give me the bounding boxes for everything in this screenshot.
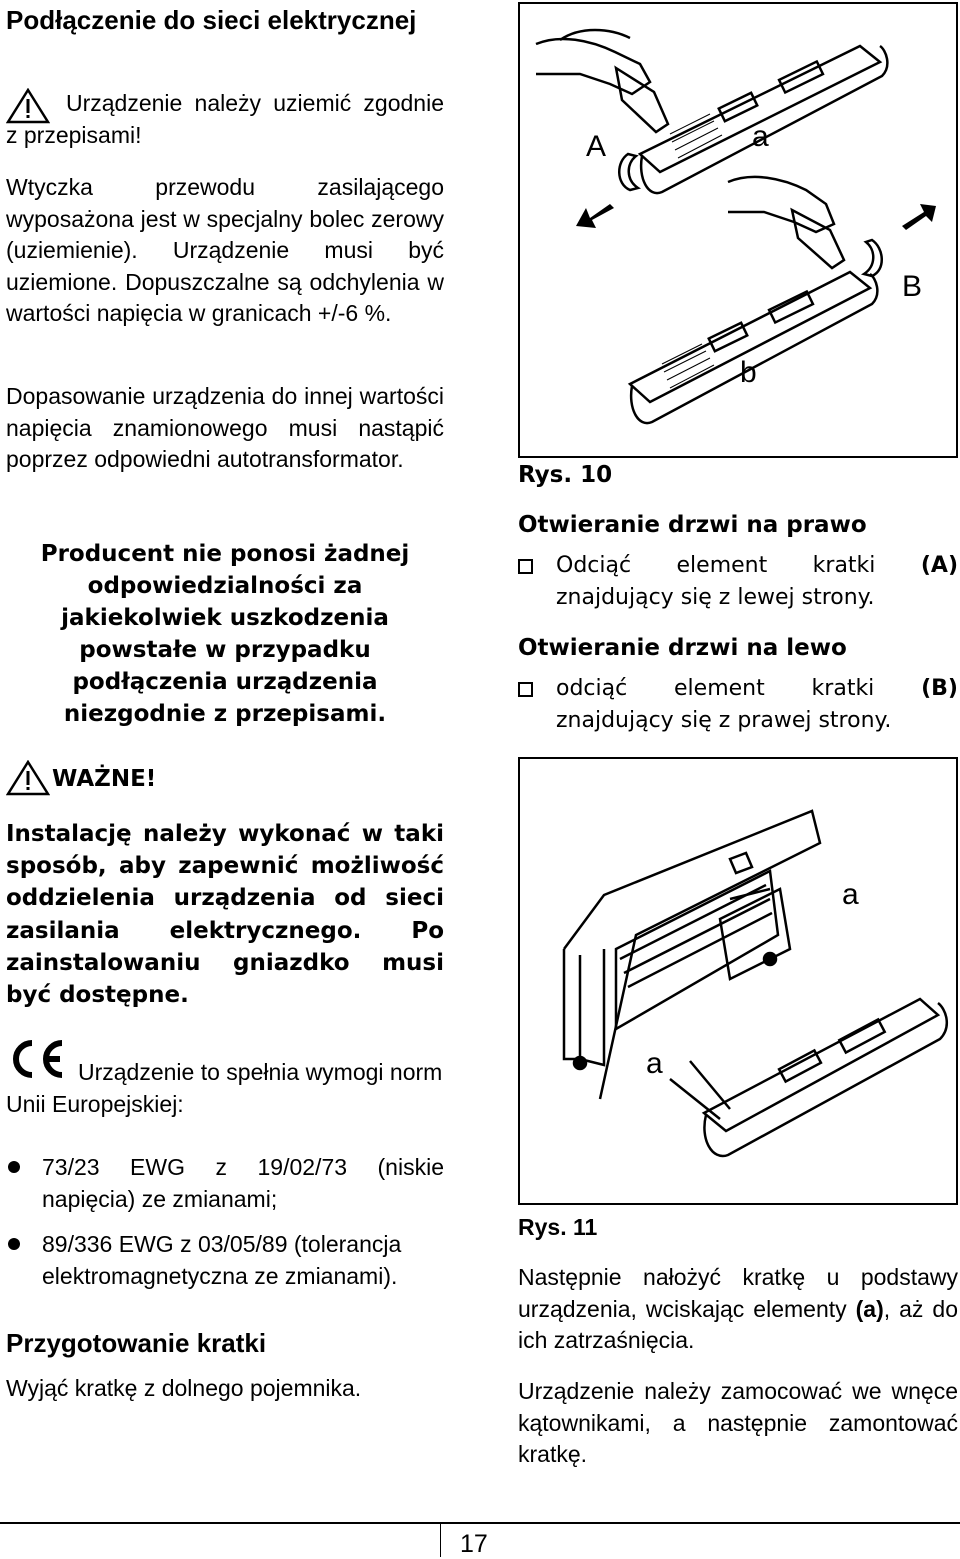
transformer-paragraph: Dopasowanie urządzenia do innej wartości napięcia znamionowego musi nastąpić poprzez odpowiedni autotransformator. bbox=[6, 383, 444, 472]
mounting-paragraph: Następnie nałożyć kratkę u podstawy urządzenia, wciskając elementy (a), aż do ich zatrzaśnięcia. bbox=[518, 1264, 958, 1353]
grille-paragraph: Wyjąć kratkę z dolnego pojemnika. bbox=[6, 1375, 362, 1401]
label-b: b bbox=[740, 356, 757, 389]
earthing-warning-text: Urządzenie należy uziemić zgodnie z przepisami! bbox=[6, 90, 444, 148]
figure-11-caption: Rys. 11 bbox=[518, 1214, 598, 1240]
grille-mounting-illustration bbox=[520, 759, 956, 1203]
important-text: Instalację należy wykonać w taki sposób, aby zapewnić możliwość oddzielenia urządzenia od sieci zasilania elektrycznego. Po zainstalowaniu gniazdko musi być dostępne. bbox=[6, 821, 444, 1009]
norm-item bbox=[6, 1152, 444, 1215]
warning-triangle-icon bbox=[6, 760, 50, 796]
fixing-paragraph: Urządzenie należy zamocować we wnęce kątownikami, a następnie zamontować kratkę. bbox=[518, 1378, 958, 1467]
earthing-warning bbox=[6, 88, 444, 151]
section-heading-electrical: Podłączenie do sieci elektrycznej bbox=[6, 5, 417, 35]
plug-paragraph: Wtyczka przewodu zasilającego wyposażona jest w specjalny bolec zerowy (uziemienie). Urządzenie musi być uziemione. Dopuszczalne są odchylenia w wartości napięcia w granicach +/-6 %. bbox=[6, 174, 444, 326]
norm-text: 89/336 EWG z 03/05/89 (tolerancja elektromagnetyczna ze zmianami). bbox=[42, 1231, 402, 1289]
label-a-top: a bbox=[842, 878, 859, 911]
norm-item bbox=[6, 1229, 444, 1292]
figure-10-caption: Rys. 10 bbox=[518, 462, 613, 488]
important-label-row bbox=[6, 760, 444, 796]
heading-door-right: Otwieranie drzwi na prawo bbox=[518, 512, 867, 538]
important-label: WAŻNE! bbox=[52, 766, 157, 792]
label-A: A bbox=[586, 130, 607, 163]
checkbox-icon bbox=[518, 682, 533, 697]
figure-11 bbox=[518, 757, 958, 1205]
disclaimer: Producent nie ponosi żadnej odpowiedzialności za jakiekolwiek uszkodzenia powstałe w przypadku podłączenia urządzenia niezgodnie z przepisami. bbox=[40, 541, 410, 727]
norm-text: 73/23 EWG z 19/02/73 (niskie napięcia) ze zmianami; bbox=[42, 1154, 444, 1212]
section-heading-grille: Przygotowanie kratki bbox=[6, 1328, 267, 1358]
grille-cutting-illustration bbox=[520, 4, 956, 456]
checkbox-icon bbox=[518, 559, 533, 574]
instruction-item bbox=[518, 673, 958, 736]
footer-rule bbox=[0, 1522, 960, 1524]
instruction-text: Odciąć element kratki (A) znajdujący się z lewej strony. bbox=[556, 553, 958, 610]
label-B: B bbox=[902, 270, 923, 303]
figure-10 bbox=[518, 2, 958, 458]
label-a-bottom: a bbox=[646, 1047, 663, 1080]
instruction-item bbox=[518, 550, 958, 613]
page-number: 17 bbox=[460, 1530, 488, 1558]
warning-triangle-icon bbox=[6, 88, 50, 124]
label-a: a bbox=[752, 120, 769, 153]
heading-door-left: Otwieranie drzwi na lewo bbox=[518, 635, 847, 661]
bullet-icon bbox=[8, 1238, 20, 1250]
instruction-text: odciąć element kratki (B) znajdujący się z prawej strony. bbox=[556, 676, 958, 733]
footer-divider bbox=[440, 1522, 441, 1557]
bullet-icon bbox=[8, 1161, 20, 1173]
ce-text: Urządzenie to spełnia wymogi norm Unii Europejskiej: bbox=[6, 1059, 443, 1117]
ce-block bbox=[6, 1035, 444, 1124]
